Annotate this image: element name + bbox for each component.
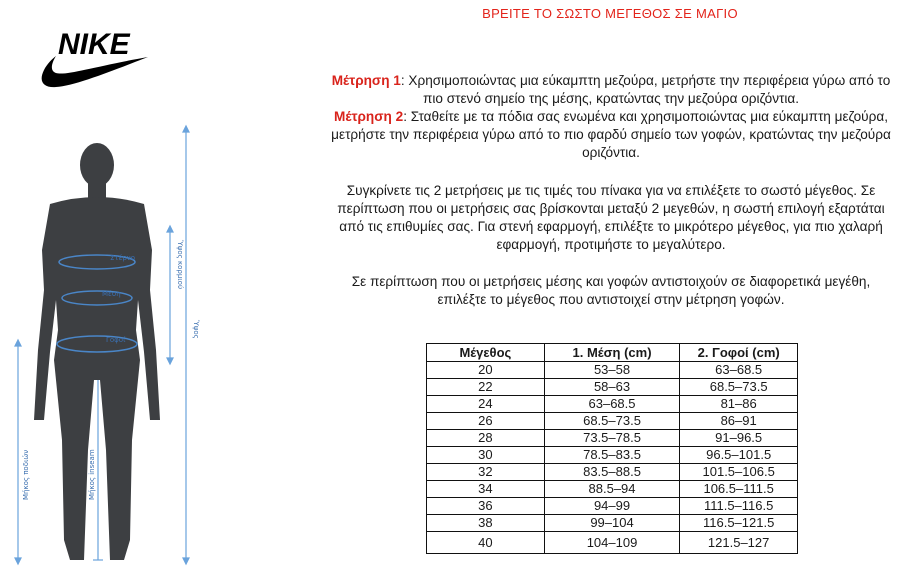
cell-size: 38	[427, 515, 545, 532]
size-table	[426, 343, 798, 554]
cell-hips: 68.5–73.5	[680, 379, 798, 396]
label-chest: Στέρνο	[110, 254, 136, 262]
label-waist: Μέση	[102, 290, 121, 298]
cell-waist: 88.5–94	[544, 481, 680, 498]
label-height: Ύψος	[192, 320, 200, 339]
cell-size: 20	[427, 362, 545, 379]
cell-waist: 53–58	[544, 362, 680, 379]
label-inseam: Μήκος inseam	[88, 449, 96, 500]
cell-hips: 121.5–127	[680, 532, 798, 554]
cell-hips: 81–86	[680, 396, 798, 413]
compare-paragraph: Συγκρίνετε τις 2 μετρήσεις με τις τιμές του πίνακα για να επιλέξετε το σωστό μέγεθος. Σε περίπτωση που οι μετρήσεις σας βρίσκονται μεταξύ 2 μεγεθών, η σωστή επιλογή εξαρτάται από τις επιθυμίες σας. Για στενή εφαρμογή, επιλέξτε το μικρότερο μέγεθος, για πιο χαλαρή εφαρμογή, προτιμήστε το μεγαλύτερο.	[337, 183, 885, 252]
table-row	[427, 430, 798, 447]
table-header-row	[427, 344, 798, 362]
cell-hips: 86–91	[680, 413, 798, 430]
header-hips: 2. Γοφοί (cm)	[680, 344, 798, 362]
cell-size: 32	[427, 464, 545, 481]
table-row	[427, 379, 798, 396]
note-paragraph: Σε περίπτωση που οι μετρήσεις μέσης και γοφών αντιστοιχούν σε διαφορετικά μεγέθη, επιλέξτε το μέγεθος που αντιστοιχεί στην μέτρηση γοφών.	[351, 274, 871, 307]
cell-waist: 63–68.5	[544, 396, 680, 413]
label-leg: Μήκος ποδιών	[22, 449, 30, 500]
cell-hips: 116.5–121.5	[680, 515, 798, 532]
label-torso: Ύψος κορμιού	[176, 240, 184, 290]
cell-waist: 94–99	[544, 498, 680, 515]
table-row	[427, 362, 798, 379]
cell-waist: 104–109	[544, 532, 680, 554]
cell-waist: 73.5–78.5	[544, 430, 680, 447]
body-figure	[0, 120, 230, 580]
table-row	[427, 532, 798, 554]
cell-hips: 63–68.5	[680, 362, 798, 379]
cell-hips: 101.5–106.5	[680, 464, 798, 481]
cell-size: 34	[427, 481, 545, 498]
cell-size: 30	[427, 447, 545, 464]
cell-size: 26	[427, 413, 545, 430]
cell-waist: 99–104	[544, 515, 680, 532]
table-row	[427, 464, 798, 481]
nike-logo	[36, 24, 152, 90]
cell-size: 40	[427, 532, 545, 554]
cell-waist: 78.5–83.5	[544, 447, 680, 464]
header-waist: 1. Μέση (cm)	[544, 344, 680, 362]
measure2-label: Μέτρηση 2	[334, 109, 404, 124]
cell-waist: 83.5–88.5	[544, 464, 680, 481]
table-row	[427, 413, 798, 430]
table-row	[427, 396, 798, 413]
page-title: ΒΡΕΙΤΕ ΤΟ ΣΩΣΤΟ ΜΕΓΕΘΟΣ ΣΕ ΜΑΓΙΟ	[482, 6, 738, 21]
brand-name: NIKE	[58, 28, 130, 61]
cell-hips: 111.5–116.5	[680, 498, 798, 515]
measure1-label: Μέτρηση 1	[331, 73, 401, 88]
header-size: Μέγεθος	[427, 344, 545, 362]
cell-size: 22	[427, 379, 545, 396]
cell-waist: 68.5–73.5	[544, 413, 680, 430]
cell-waist: 58–63	[544, 379, 680, 396]
cell-size: 36	[427, 498, 545, 515]
measure1-text: : Χρησιμοποιώντας μια εύκαμπτη μεζούρα, μετρήστε την περιφέρεια γύρω από το πιο στενό σημείο της μέσης, κρατώντας την μεζούρα οριζόντια.	[400, 73, 891, 106]
table-row	[427, 481, 798, 498]
table-row	[427, 447, 798, 464]
cell-hips: 96.5–101.5	[680, 447, 798, 464]
table-row	[427, 515, 798, 532]
measurement-instructions	[328, 72, 894, 162]
label-hips: Γοφοί	[106, 336, 126, 344]
table-row	[427, 498, 798, 515]
cell-size: 24	[427, 396, 545, 413]
cell-hips: 106.5–111.5	[680, 481, 798, 498]
measure2-text: : Σταθείτε με τα πόδια σας ενωμένα και χρησιμοποιώντας μια εύκαμπτη μεζούρα, μετρήστε την περιφέρεια γύρω από το πιο φαρδύ σημείο των γοφών, κρατώντας την μεζούρα οριζόντια.	[331, 109, 891, 160]
cell-size: 28	[427, 430, 545, 447]
cell-hips: 91–96.5	[680, 430, 798, 447]
